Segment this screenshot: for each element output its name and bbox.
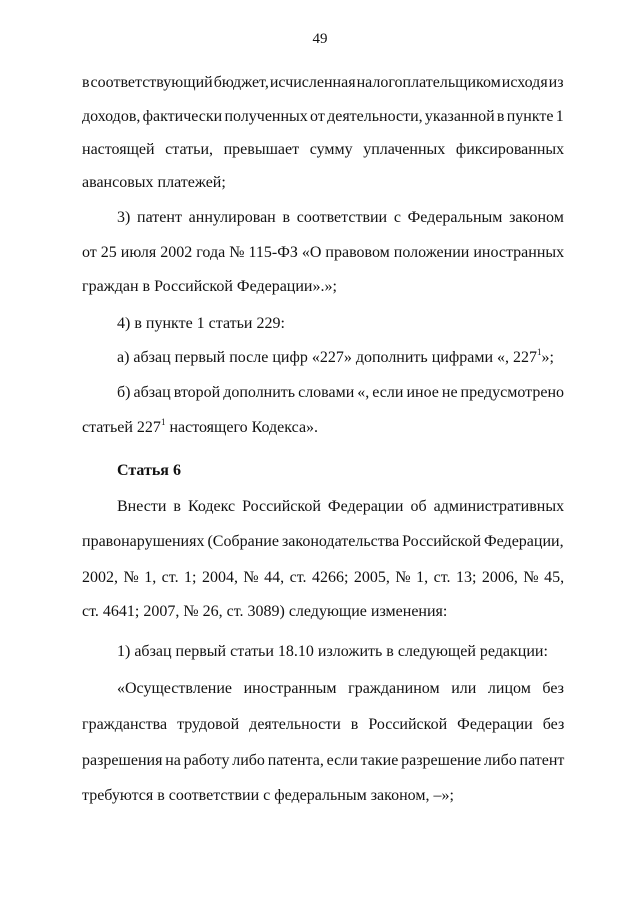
text-line: ст. 4641; 2007, № 26, ст. 3089) следующие изменения:: [82, 603, 448, 620]
text-line: б) абзац второй дополнить словами «, если иное не предусмотрено: [117, 384, 564, 401]
article-heading: Статья 6: [117, 462, 181, 479]
text-line: 2002, № 1, ст. 1; 2004, № 44, ст. 4266; 2005, № 1, ст. 13; 2006, № 45,: [82, 569, 565, 586]
text-line: Внести в Кодекс Российской Федерации об административных: [117, 498, 565, 515]
text-line: 1) абзац первый статьи 18.10 изложить в следующей редакции:: [117, 643, 548, 660]
text: настоящего Кодекса».: [165, 419, 319, 436]
text-line: в соответствующий бюджет, исчисленная налогоплательщиком исходя из: [82, 74, 564, 91]
text-line-b2: [82, 418, 564, 438]
text-line: требуются в соответствии с федеральным законом, –»;: [82, 787, 454, 804]
text-line: 4) в пункте 1 статьи 229:: [117, 315, 285, 332]
text-line: от 25 июля 2002 года № 115-ФЗ «О правовом положении иностранных: [82, 244, 565, 261]
text-line-a: [117, 348, 564, 368]
page-number: 49: [312, 31, 328, 47]
text-line: граждан в Российской Федерации».»;: [82, 278, 337, 295]
text-line: разрешения на работу либо патента, если такие разрешение либо патент: [82, 752, 565, 769]
text: а) абзац первый после цифр «227» дополнить цифрами «, 227: [117, 349, 537, 366]
text-line: настоящей статьи, превышает сумму уплаченных фиксированных: [82, 141, 565, 158]
text-line: «Осуществление иностранным гражданином или лицом без: [117, 680, 564, 697]
text: »;: [541, 349, 554, 366]
superscript: 1: [160, 417, 166, 427]
text-line: гражданства трудовой деятельности в Российской Федерации без: [82, 716, 565, 733]
superscript: 1: [537, 347, 542, 357]
text-line: 3) патент аннулирован в соответствии с Федеральным законом: [117, 209, 564, 226]
text-line: правонарушениях (Собрание законодательства Российской Федерации,: [82, 533, 564, 550]
text-line: авансовых платежей;: [82, 174, 226, 191]
text: статьей 227: [82, 419, 161, 436]
text-line: доходов, фактически полученных от деятельности, указанной в пункте 1: [82, 108, 564, 125]
